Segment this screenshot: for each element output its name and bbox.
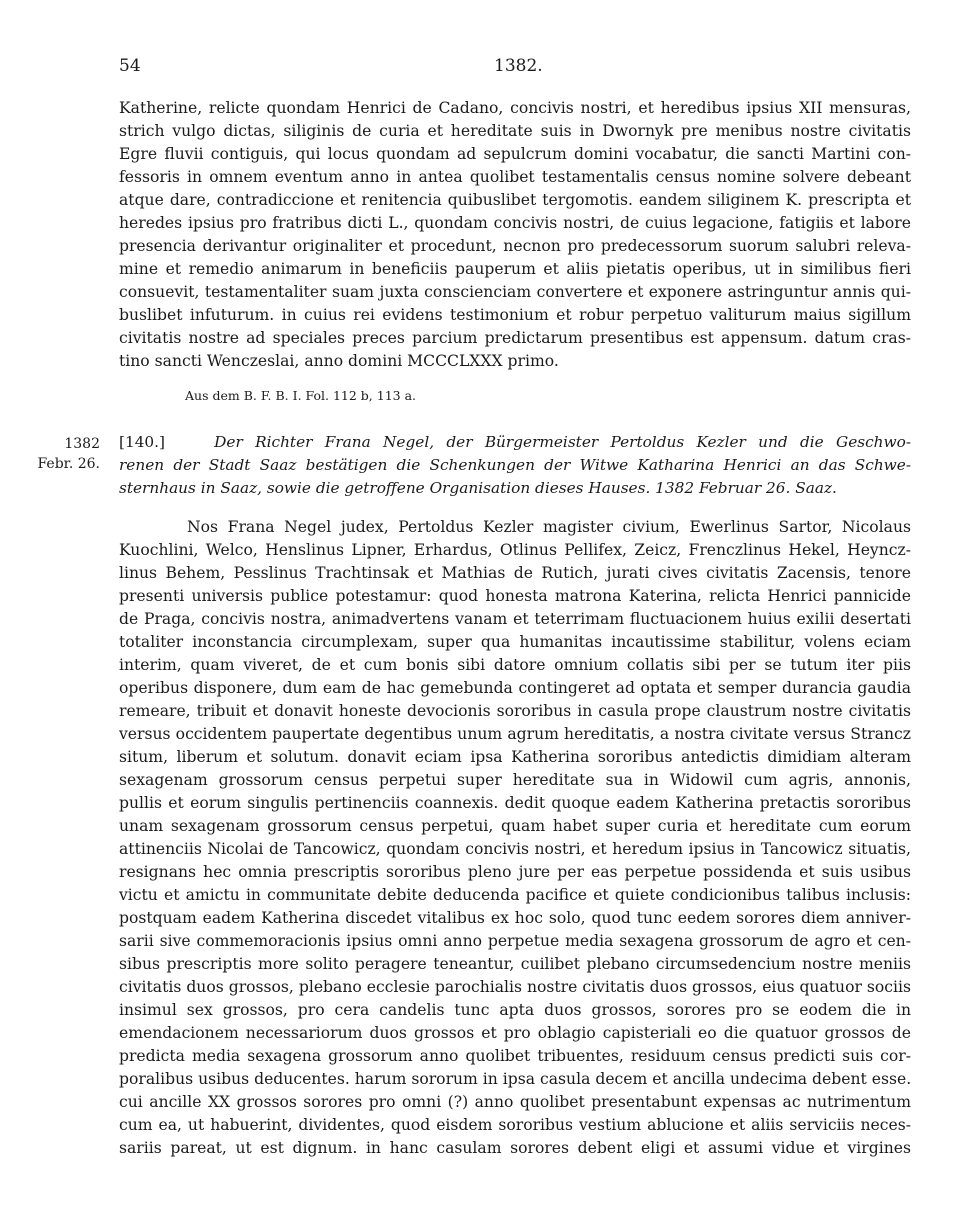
text-line: presenti universis publice potestamur: quod honesta matrona Katerina, relicta Henrici pannicide [119, 587, 911, 605]
text-line: attinenciis Nicolai de Tancowicz, quondam concivis nostri, et heredum ipsius in Tancowicz situatis, [119, 840, 911, 858]
text-line: unam sexagenam grossorum census perpetui, quam habet super curia et hereditate cum eorum [119, 817, 911, 835]
text-line: operibus disponere, dum eam de hac gemebunda contingeret ad optata et semper durancia gaudia [119, 679, 911, 697]
text-line: consuevit, testamentaliter suam juxta conscienciam convertere et exponere astringuntur annis qui- [119, 283, 911, 301]
text-line: interim, quam viveret, de et cum bonis sibi datore omnium collatis sibi per se tutum iter piis [119, 656, 911, 674]
document-body [119, 516, 911, 1160]
text-line: mine et remedio animarum in beneficiis pauperum et aliis pietatis operibus, ut in similibus fieri [119, 260, 911, 278]
text-line: strich vulgo dictas, siliginis de curia et hereditate suis in Dwornyk pre menibus nostre civitatis [119, 122, 911, 140]
text-line: buslibet infuturum. in cuius rei evidens testimonium et robur perpetuo valiturum maius sigillum [119, 306, 911, 324]
text-line: situm, liberum et solutum. donavit eciam ipsa Katherina sororibus antedictis dimidiam alteram [119, 748, 911, 766]
text-line: sarii sive commemoracionis ipsius omni anno perpetue media sexagena grossorum de agro et cen- [119, 932, 911, 950]
page-number: 54 [119, 56, 141, 76]
text-line: emendacionem necessariorum duos grossos et pro oblagio capisteriali eo die quatuor grossos de [119, 1024, 911, 1042]
text-line: resignans hec omnia prescriptis sororibus pleno jure per eas perpetue possidenda et suis usibus [119, 863, 911, 881]
regest-line: sternhaus in Saaz, sowie die getroffene Organisation dieses Hauses. 1382 Februar 26. Saaz. [119, 479, 837, 497]
running-header [119, 56, 909, 80]
text-line: predicta media sexagena grossorum anno quolibet tribuentes, residuum census predicti suis cor- [119, 1047, 911, 1065]
text-line: de Praga, concivis nostra, animadvertens vanam et teterrimam fluctuacionem huius exilii desertati [119, 610, 911, 628]
text-line: victu et amictu in communitate debite deducenda pacifice et quiete condicionibus talibus inclusis: [119, 886, 911, 904]
running-title-year: 1382. [494, 56, 543, 76]
text-line: civitatis duos grossos, plebano ecclesie parochialis nostre civitatis duos grossos, eius quatuor sociis [119, 978, 911, 996]
regest-line [119, 431, 911, 454]
text-line: tino sancti Wenczeslai, anno domini MCCCLXXX primo. [119, 352, 559, 370]
text-line: versus occidentem paupertate degentibus unum agrum hereditatis, a nostra civitate versus Strancz [119, 725, 911, 743]
margin-day: Febr. 26. [37, 456, 100, 472]
text-line: poralibus usibus deducentes. harum sororum in ipsa casula decem et ancilla undecima debent esse. [119, 1070, 911, 1088]
previous-document-ending [119, 97, 911, 373]
document-number: [140.] [119, 433, 165, 451]
text-line: Egre fluvii contiguis, qui locus quondam ad sepulcrum domini vocabatur, die sancti Martini con- [119, 145, 911, 163]
text-line: sibus prescriptis more solito peragere teneantur, cuilibet plebano circumsedencium nostre meniis [119, 955, 911, 973]
text-line: cui ancille XX grossos sorores pro omni (?) anno quolibet presentabunt expensas ac nutrimentum [119, 1093, 911, 1111]
text-line: remeare, tribuit et donavit honeste devocionis sororibus in casula prope claustrum nostre civitatis [119, 702, 911, 720]
text-line: fessoris in omnem eventum anno in antea quolibet testamentalis census nomine solvere debeant [119, 168, 911, 186]
margin-year: 1382 [64, 436, 100, 452]
text-line: cum ea, ut habuerint, dividentes, quod eisdem sororibus vestium ablucione et aliis serviciis neces- [119, 1116, 911, 1134]
source-citation: Aus dem B. F. B. I. Fol. 112 b, 113 a. [185, 388, 417, 403]
text-line: linus Behem, Pesslinus Trachtinsak et Mathias de Rutich, jurati cives civitatis Zacensis, tenore [119, 564, 911, 582]
text-line: heredes ipsius pro fratribus dicti L., quondam concivis nostri, de cuius legacione, fatigiis et labore [119, 214, 911, 232]
text-line: totaliter inconstancia circumplexam, super qua humanitas incautissime stabilitur, volens eciam [119, 633, 911, 651]
text-line: sexagenam grossorum census perpetui super hereditate sua in Widowil cum agris, annonis, [119, 771, 911, 789]
regest-text: Der Richter Frana Negel, der Bürgermeister Pertoldus Kezler und die Geschwo- [214, 433, 911, 451]
text-line: Kuochlini, Welco, Henslinus Lipner, Erhardus, Otlinus Pellifex, Zeicz, Frenczlinus Hekel, Heyncz- [119, 541, 911, 559]
document-regest [119, 431, 911, 500]
text-line: sariis pareat, ut est dignum. in hanc casulam sorores debent eligi et assumi vidue et virgines [119, 1139, 911, 1157]
text-line: presencia derivantur originaliter et procedunt, necnon pro predecessorum suorum salubri releva- [119, 237, 911, 255]
text-line: postquam eadem Katherina discedet vitalibus ex hoc solo, quod tunc eedem sorores diem anniver- [119, 909, 911, 927]
margin-date-note [28, 434, 100, 474]
text-line: pullis et eorum singulis pertinenciis coannexis. dedit quoque eadem Katherina pretactis sororibus [119, 794, 911, 812]
text-line: Katherine, relicte quondam Henrici de Cadano, concivis nostri, et heredibus ipsius XII mensuras, [119, 99, 911, 117]
text-line: insimul sex grossos, pro cera candelis tunc apta duos grossos, sorores pro se eodem die in [119, 1001, 911, 1019]
text-line: atque dare, contradiccione et renitencia quibuslibet tergomotis. eandem siliginem K. prescripta et [119, 191, 911, 209]
text-line: civitatis nostre ad speciales preces parcium predictarum presentibus est appensum. datum cras- [119, 329, 911, 347]
regest-line: renen der Stadt Saaz bestätigen die Schenkungen der Witwe Katharina Henrici an das Schwe- [119, 456, 911, 474]
text-line: Nos Frana Negel judex, Pertoldus Kezler magister civium, Ewerlinus Sartor, Nicolaus [187, 518, 911, 536]
